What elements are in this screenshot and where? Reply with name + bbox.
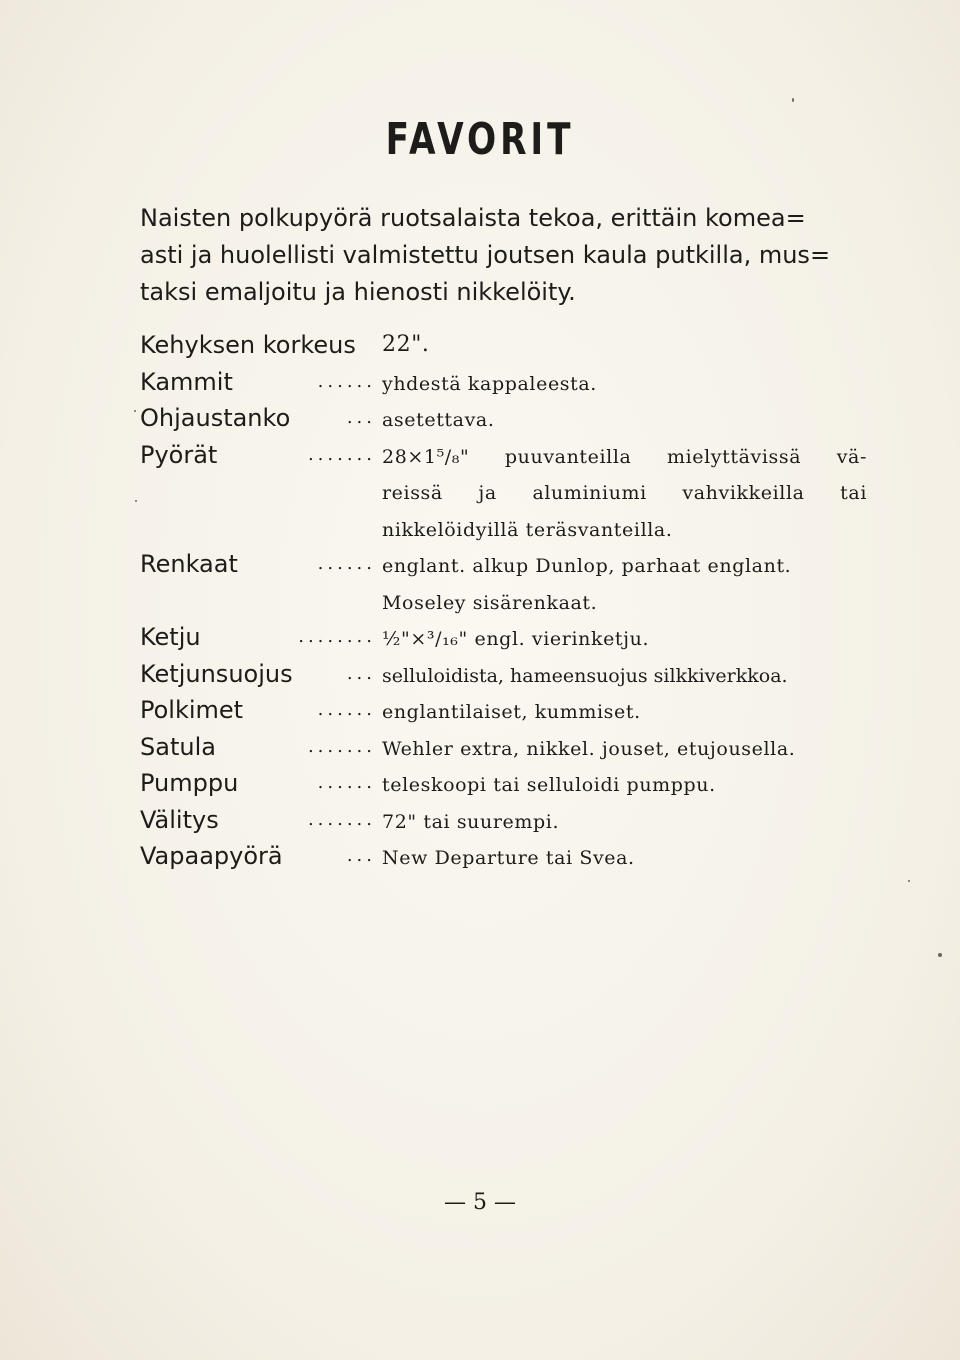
- spec-row-handlebar: [140, 403, 880, 440]
- spec-label: Kehyksen korkeus: [140, 331, 356, 359]
- spec-value: 22".: [382, 332, 430, 357]
- leader-dots: ......: [317, 370, 376, 392]
- spec-value: Wehler extra, nikkel. jouset, etujousella.: [382, 737, 796, 760]
- spec-row-tires: [140, 549, 880, 586]
- leader-dots: .......: [307, 808, 376, 830]
- spec-value: New Departure tai Svea.: [382, 847, 635, 869]
- spec-label: Polkimet: [140, 696, 244, 724]
- spec-value: yhdestä kappaleesta.: [382, 372, 597, 395]
- spec-row-wheels: [140, 440, 880, 477]
- paper-speck: [792, 98, 794, 102]
- intro-line: asti ja huolellisti valmistettu joutsen kaula putkilla, mus=: [140, 241, 831, 269]
- spec-label: Välitys: [140, 805, 219, 834]
- spec-label: Pyörät: [140, 440, 218, 469]
- spec-value: asetettava.: [382, 409, 495, 431]
- spec-value: englant. alkup Dunlop, parhaat englant.: [382, 555, 792, 577]
- spec-value: teleskoopi tai selluloidi pumppu.: [382, 774, 716, 796]
- spec-label: Kammit: [140, 367, 233, 396]
- paper-speck: [134, 410, 136, 412]
- spec-value: Moseley sisärenkaat.: [382, 591, 598, 614]
- leader-dots: ......: [317, 772, 376, 793]
- spec-value: 72" tai suurempi.: [382, 810, 560, 833]
- intro-paragraph: [140, 200, 870, 311]
- spec-label: Renkaat: [140, 550, 238, 578]
- leader-dots: ...: [346, 407, 376, 428]
- spec-row-freewheel: [140, 841, 880, 878]
- leader-dots: .......: [307, 443, 376, 465]
- spec-row-pedals: [140, 695, 880, 732]
- paper-speck: [135, 500, 137, 502]
- spec-label: Pumppu: [140, 769, 239, 797]
- page-title: FAVORIT: [385, 114, 575, 165]
- spec-value: selluloidista, hameensuojus silkkiverkkoa.: [382, 664, 788, 687]
- page-number: — 5 —: [444, 1190, 516, 1215]
- spec-row-chain-guard: [140, 659, 880, 696]
- spec-value: nikkelöidyillä teräsvanteilla.: [382, 518, 673, 541]
- intro-line: Naisten polkupyörä ruotsalaista tekoa, erittäin komea=: [140, 204, 806, 232]
- leader-dots: ......: [317, 553, 376, 574]
- spec-row-frame-height: [140, 330, 880, 367]
- spec-row-wheels-cont: [140, 476, 880, 513]
- spec-row-pump: [140, 768, 880, 805]
- leader-dots: ........: [298, 626, 376, 647]
- paper-speck: [938, 953, 942, 957]
- spec-list: [140, 330, 880, 878]
- spec-label: Satula: [140, 732, 216, 761]
- paper-speck: [908, 880, 910, 882]
- spec-row-wheels-cont: [140, 513, 880, 550]
- spec-label: Vapaapyörä: [140, 842, 283, 870]
- spec-value: 28×1⁵/₈" puuvanteilla mielyttävissä vä-: [382, 445, 867, 468]
- spec-row-chain: [140, 622, 880, 659]
- spec-value: reissä ja aluminiumi vahvikkeilla tai: [382, 482, 867, 504]
- spec-row-gearing: [140, 805, 880, 842]
- spec-row-tires-cont: [140, 586, 880, 623]
- spec-label: Ohjaustanko: [140, 404, 291, 432]
- leader-dots: ......: [317, 699, 376, 720]
- spec-row-saddle: [140, 732, 880, 769]
- spec-value: englantilaiset, kummiset.: [382, 701, 641, 723]
- spec-label: Ketju: [140, 623, 201, 651]
- spec-label: Ketjunsuojus: [140, 659, 293, 688]
- leader-dots: .......: [307, 735, 376, 757]
- intro-line: taksi emaljoitu ja hienosti nikkelöity.: [140, 278, 576, 306]
- leader-dots: ...: [346, 662, 376, 684]
- spec-value: ½"×³/₁₆" engl. vierinketju.: [382, 628, 650, 650]
- spec-row-cranks: [140, 367, 880, 404]
- leader-dots: ...: [346, 845, 376, 866]
